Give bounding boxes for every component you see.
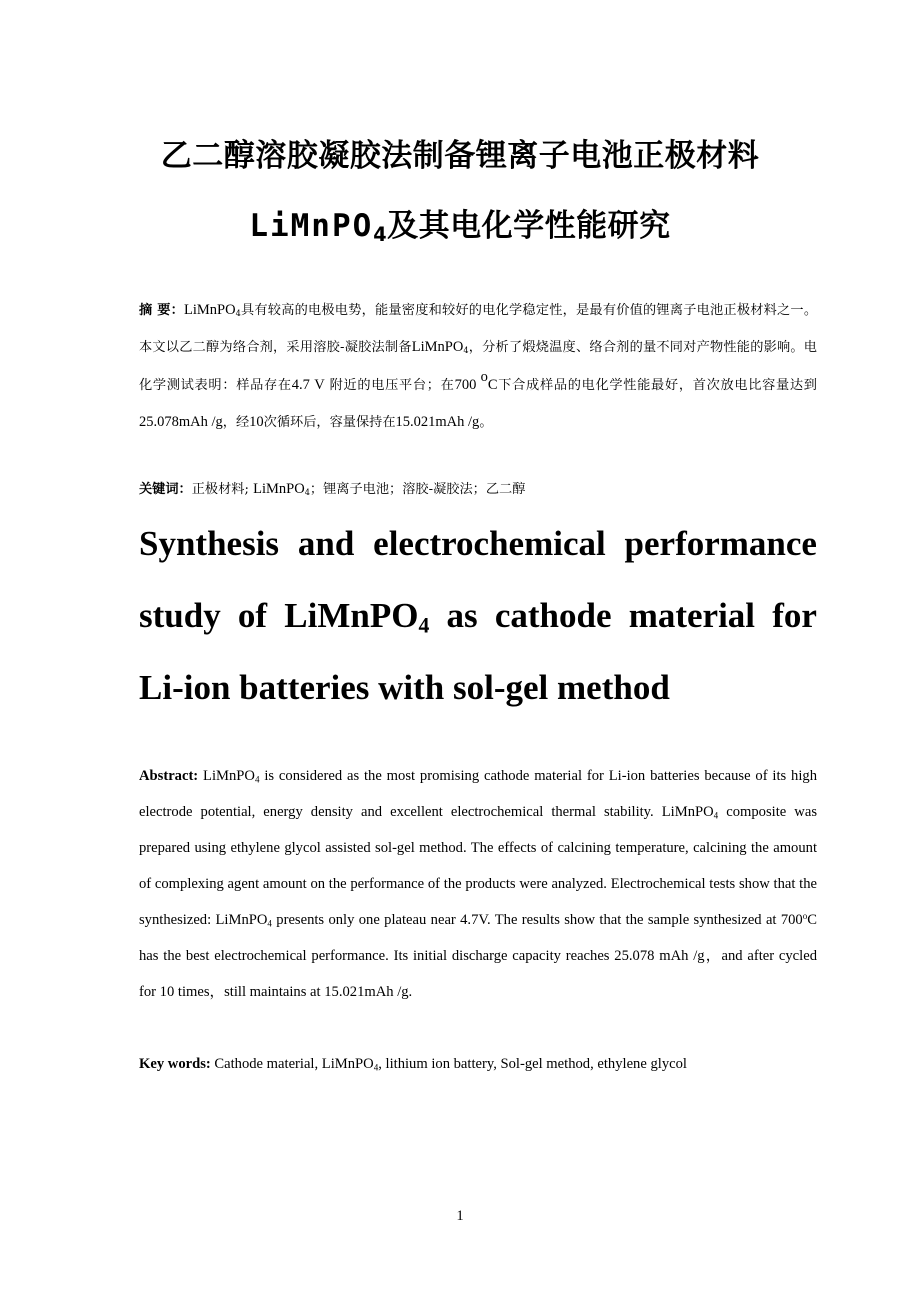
formula-subscript: 4 bbox=[373, 1062, 379, 1073]
english-abstract bbox=[139, 758, 817, 1010]
chinese-title-rest: 及其电化学性能研究 bbox=[387, 208, 671, 244]
formula-text: LiMnPO bbox=[198, 768, 255, 784]
title-word: for bbox=[772, 596, 817, 635]
formula-subscript: 4 bbox=[235, 308, 241, 319]
english-title-line-1 bbox=[139, 524, 817, 564]
title-word: study bbox=[139, 596, 221, 635]
keyword-text: ；锂离子电池；溶胶-凝胶法；乙二醇 bbox=[309, 482, 526, 497]
chinese-title-line-1: 乙二醇溶胶凝胶法制备锂离子电池正极材料 bbox=[160, 138, 760, 174]
chinese-abstract-label: 摘 要： bbox=[139, 303, 185, 318]
abstract-value: 10 bbox=[249, 414, 264, 431]
keyword-text: 正极材料; bbox=[191, 482, 254, 497]
formula-subscript: 4 bbox=[267, 918, 272, 929]
abstract-value: 4.7 V bbox=[291, 376, 325, 393]
keyword-text: , lithium ion battery, Sol-gel method, ethylene glycol bbox=[378, 1056, 687, 1072]
formula-text: LiMnPO bbox=[253, 481, 305, 497]
title-word: cathode bbox=[494, 596, 612, 635]
abstract-text: ，经 bbox=[222, 415, 250, 431]
abstract-text: 。 bbox=[479, 415, 493, 431]
degree-superscript: o bbox=[802, 911, 808, 922]
abstract-value: 25.078mAh /g bbox=[139, 414, 223, 431]
english-keywords-label: Key words: bbox=[139, 1056, 211, 1072]
formula-text: LiMnPO bbox=[411, 339, 464, 356]
abstract-text: ，分析了煅烧温度、络合剂的量不同对产物性能的影响。电化学测试表明：样品存在 bbox=[139, 340, 817, 393]
chinese-abstract bbox=[139, 292, 817, 442]
title-word: electrochemical bbox=[373, 524, 606, 563]
abstract-value: 700 bbox=[454, 376, 481, 393]
chinese-title-formula: LiMnPO bbox=[249, 208, 374, 244]
title-word: and bbox=[297, 524, 355, 563]
page-number: 1 bbox=[456, 1208, 464, 1224]
english-title-line-3: Li-ion batteries with sol-gel method bbox=[139, 668, 670, 707]
abstract-text: 下合成样品的电化学性能最好，首次放电比容量达到 bbox=[497, 377, 817, 393]
title-word: Synthesis bbox=[139, 524, 280, 563]
title-formula bbox=[284, 596, 429, 636]
title-word: performance bbox=[624, 524, 817, 563]
formula-subscript: 4 bbox=[463, 345, 469, 356]
english-keywords bbox=[139, 1052, 817, 1076]
english-title-line-2 bbox=[139, 596, 817, 636]
degree-superscript: o bbox=[480, 368, 488, 385]
abstract-value: C bbox=[487, 376, 498, 393]
abstract-text: is considered as the most promising cathode material for Li-ion batteries because of its high electrode potential, energy density and excellent electrochemical thermal stability. bbox=[139, 768, 818, 820]
english-abstract-label: Abstract: bbox=[139, 768, 199, 784]
chinese-keywords bbox=[139, 477, 817, 502]
title-word: as bbox=[446, 596, 478, 635]
chinese-title-line-2 bbox=[0, 200, 920, 245]
formula-text: LiMnPO bbox=[284, 596, 419, 635]
title-word: of bbox=[237, 596, 268, 635]
abstract-text: composite was prepared using ethylene glycol assisted sol-gel method. The effects of calcining temperature, calcining the amount of complexing agent amount on the performance of the products were analyzed. Electrochemical tests show that the synthesized: bbox=[139, 804, 817, 928]
formula-text: LiMnPO bbox=[661, 804, 714, 820]
abstract-value: 15.021mAh /g bbox=[395, 414, 480, 431]
abstract-text: 具有较高的电极电势，能量密度和较好的电化学稳定性，是最有价值的锂离子电池正极材料之一。本文以乙二醇为络合剂，采用溶胶-凝胶法制备 bbox=[139, 303, 818, 356]
title-word: material bbox=[628, 596, 756, 635]
formula-text: LiMnPO bbox=[321, 1056, 374, 1072]
chinese-title-formula-subscript: 4 bbox=[373, 222, 388, 246]
chinese-keywords-label: 关键词： bbox=[139, 482, 192, 497]
formula-subscript: 4 bbox=[254, 774, 260, 785]
keyword-text: Cathode material, bbox=[210, 1056, 322, 1072]
formula-subscript: 4 bbox=[713, 810, 719, 821]
abstract-text: 附近的电压平台；在 bbox=[324, 377, 455, 393]
formula-subscript: 4 bbox=[304, 487, 310, 498]
formula-text: LiMnPO bbox=[184, 302, 236, 318]
abstract-text: 次循环后，容量保持在 bbox=[263, 415, 396, 431]
formula-subscript: 4 bbox=[418, 613, 430, 638]
abstract-text: presents only one plateau near 4.7V. The results show that the sample synthesized at 700 bbox=[271, 912, 803, 928]
abstract-text: C has the best electrochemical performance. Its initial discharge capacity reaches 25.078 mAh /g，and after cycled for 10 times，still maintains at 15.021mAh /g. bbox=[139, 912, 817, 1000]
formula-text: LiMnPO bbox=[215, 912, 268, 928]
